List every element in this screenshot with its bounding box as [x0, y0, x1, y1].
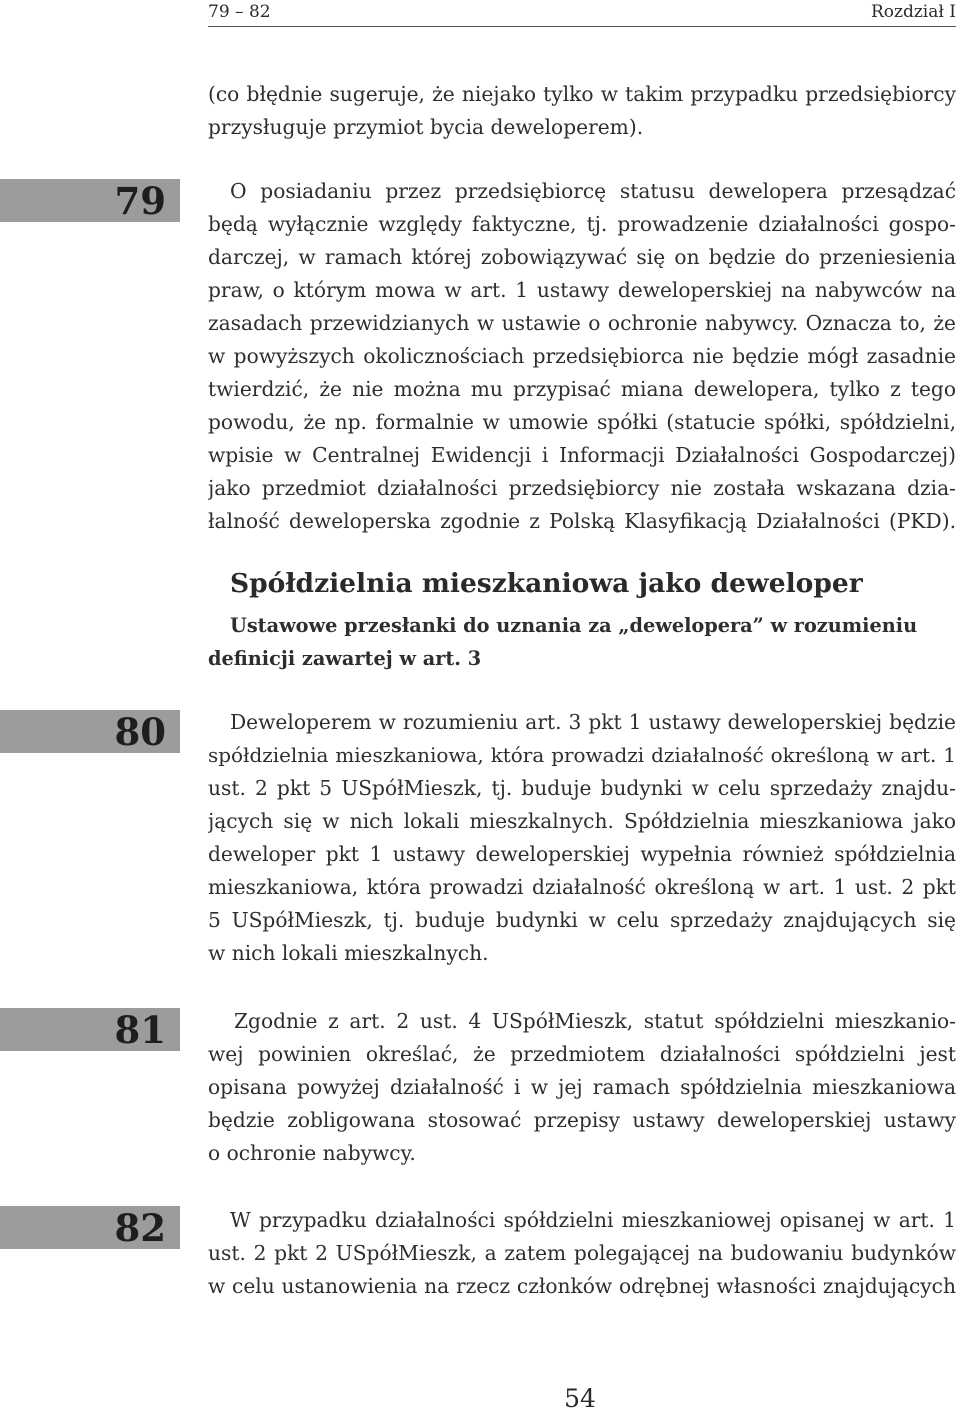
- text-line: (co błędnie sugeruje, że niejako tylko w takim przypadku przedsiębiorcy: [208, 82, 956, 106]
- margin-number-81: [0, 1008, 180, 1051]
- text-line: w powyższych okolicznościach przedsiębiorca nie będzie mógł zasadnie: [208, 344, 956, 368]
- section-subtitle: [208, 609, 956, 675]
- text-line: zasadach przewidzianych w ustawie o ochronie nabywcy. Oznacza to, że: [208, 311, 956, 335]
- running-header: [208, 0, 956, 27]
- text-line: darczej, w ramach której zobowiązywać się on będzie do przeniesienia: [208, 245, 956, 269]
- text-line: będzie zobligowana stosować przepisy ustawy deweloperskiej ustawy: [208, 1108, 956, 1132]
- text-line: twierdzić, że nie można mu przypisać miana dewelopera, tylko z tego: [208, 377, 956, 401]
- margin-number-label: 82: [114, 1206, 166, 1250]
- header-range: 79 – 82: [208, 2, 271, 22]
- text-line: mieszkaniowa, która prowadzi działalność określoną w art. 1 ust. 2 pkt: [208, 875, 956, 899]
- margin-number-80: [0, 710, 180, 753]
- text-line: O posiadaniu przez przedsiębiorcę statusu dewelopera przesądzać: [230, 179, 956, 203]
- text-line: wpisie w Centralnej Ewidencji i Informacji Działalności Gospodarczej): [208, 443, 956, 467]
- text-line: w nich lokali mieszkalnych.: [208, 941, 489, 965]
- text-line: jących się w nich lokali mieszkalnych. Spółdzielnia mieszkaniowa jako: [208, 809, 956, 833]
- text-line: spółdzielnia mieszkaniowa, która prowadzi działalność określoną w art. 1: [208, 743, 956, 767]
- text-line: Zgodnie z art. 2 ust. 4 USpółMieszk, statut spółdzielni mieszkanio-: [234, 1009, 956, 1033]
- margin-number-label: 81: [114, 1008, 166, 1052]
- header-chapter: Rozdział I: [870, 2, 956, 22]
- text-line: 5 USpółMieszk, tj. buduje budynki w celu sprzedaży znajdujących się: [208, 908, 956, 932]
- section-title: Spółdzielnia mieszkaniowa jako deweloper: [230, 568, 863, 599]
- text-line: powodu, że np. formalnie w umowie spółki (statucie spółki, spółdzielni,: [208, 410, 956, 434]
- page-number-label: 54: [564, 1384, 596, 1413]
- text-line: ust. 2 pkt 5 USpółMieszk, tj. buduje budynki w celu sprzedaży znajdu-: [208, 776, 956, 800]
- text-line: W przypadku działalności spółdzielni mieszkaniowej opisanej w art. 1: [230, 1208, 956, 1232]
- text-line: opisana powyżej działalność i w jej ramach spółdzielnia mieszkaniowa: [208, 1075, 956, 1099]
- text-line: w celu ustanowienia na rzecz członków odrębnej własności znajdujących: [208, 1274, 956, 1298]
- margin-number-79: [0, 179, 180, 222]
- subtitle-line: definicji zawartej w art. 3: [208, 647, 482, 670]
- text-line: deweloper pkt 1 ustawy deweloperskiej wypełnia również spółdzielnia: [208, 842, 956, 866]
- text-line: ust. 2 pkt 2 USpółMieszk, a zatem polegającej na budowaniu budynków: [208, 1241, 956, 1265]
- intro-paragraph: [208, 78, 956, 144]
- text-line: wej powinien określać, że przedmiotem działalności spółdzielni jest: [208, 1042, 956, 1066]
- text-line: Deweloperem w rozumieniu art. 3 pkt 1 ustawy deweloperskiej będzie: [230, 710, 956, 734]
- margin-number-82: [0, 1206, 180, 1249]
- margin-number-label: 80: [114, 710, 166, 754]
- paragraph-81: [208, 1005, 956, 1170]
- text-line: jako przedmiot działalności przedsiębiorcy nie została wskazana dzia-: [208, 476, 956, 500]
- page-number: [0, 1384, 960, 1413]
- text-line: praw, o którym mowa w art. 1 ustawy deweloperskiej na nabywców na: [208, 278, 956, 302]
- margin-number-label: 79: [114, 179, 166, 223]
- paragraph-79: [208, 175, 956, 538]
- paragraph-80: [208, 706, 956, 970]
- subtitle-line: Ustawowe przesłanki do uznania za „dewelopera” w rozumieniu: [230, 614, 918, 637]
- text-line: przysługuje przymiot bycia deweloperem).: [208, 115, 644, 139]
- text-line: o ochronie nabywcy.: [208, 1141, 416, 1165]
- paragraph-82: [208, 1204, 956, 1303]
- text-line: będą wyłącznie względy faktyczne, tj. prowadzenie działalności gospo-: [208, 212, 956, 236]
- text-line: łalność deweloperska zgodnie z Polską Klasyfikacją Działalności (PKD).: [208, 509, 956, 533]
